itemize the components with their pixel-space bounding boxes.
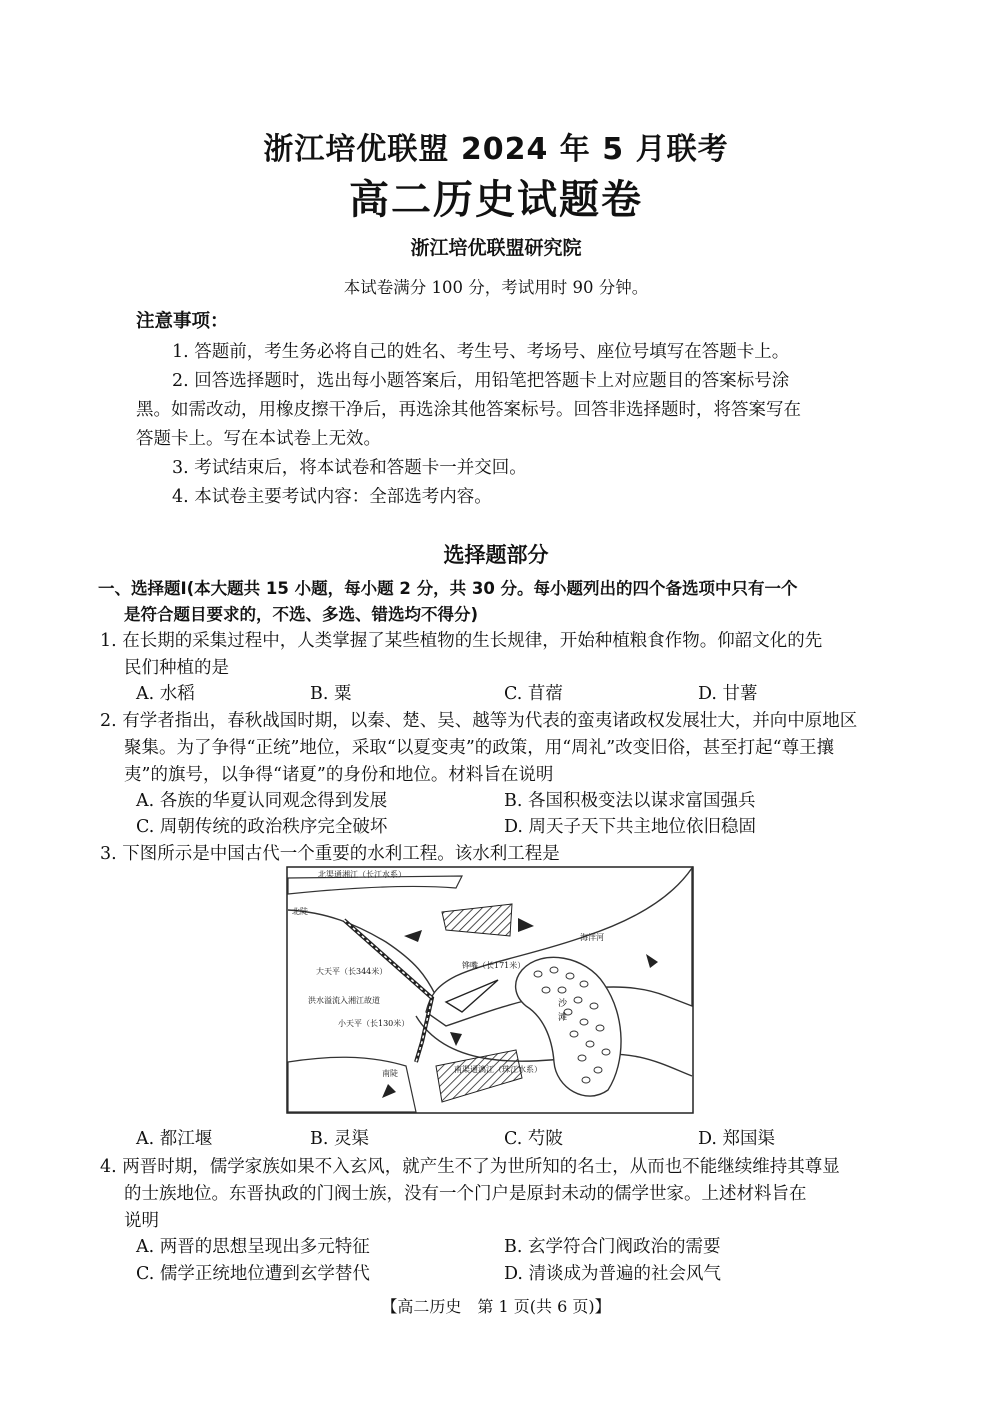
notice-item-4: 4. 本试卷主要考试内容：全部选考内容。 bbox=[172, 487, 492, 507]
q4-stem-line3: 说明 bbox=[124, 1211, 159, 1231]
label-datianping: 大天平（长344米） bbox=[316, 967, 388, 976]
q2-stem-line2: 聚集。为了争得“正统”地位，采取“以夏变夷”的政策，用“周礼”改变旧俗，甚至打起“尊王攘 bbox=[124, 738, 835, 758]
label-tan: 滩 bbox=[558, 1013, 568, 1023]
label-south-canal: 南渠通漓江（珠江水系） bbox=[454, 1065, 542, 1074]
q4-option-c: C. 儒学正统地位遭到玄学替代 bbox=[136, 1264, 370, 1284]
q1-option-a: A. 水稻 bbox=[136, 684, 195, 704]
q3-stem: 3. 下图所示是中国古代一个重要的水利工程。该水利工程是 bbox=[100, 844, 560, 864]
q2-option-a: A. 各族的华夏认同观念得到发展 bbox=[136, 791, 388, 811]
label-huazui: 铧嘴（长171米） bbox=[462, 961, 526, 970]
organization: 浙江培优联盟研究院 bbox=[410, 237, 582, 259]
label-nanbei: 南陡 bbox=[382, 1069, 398, 1078]
section-instruction-line2: 是符合题目要求的，不选、多选、错选均不得分) bbox=[124, 605, 479, 624]
page-footer: 【高二历史 第 1 页(共 6 页)】 bbox=[381, 1297, 611, 1316]
q4-option-a: A. 两晋的思想呈现出多元特征 bbox=[136, 1237, 370, 1257]
notice-item-3: 3. 考试结束后，将本试卷和答题卡一并交回。 bbox=[172, 458, 527, 478]
paper-title: 高二历史试题卷 bbox=[349, 177, 643, 223]
q3-option-c: C. 芍陂 bbox=[504, 1129, 563, 1149]
q1-option-c: C. 苜蓿 bbox=[504, 684, 563, 704]
label-haiyang-river: 海洋河 bbox=[580, 933, 604, 942]
q2-stem-line1: 2. 有学者指出，春秋战国时期，以秦、楚、吴、越等为代表的蛮夷诸政权发展壮大，并向中原地区 bbox=[100, 711, 858, 731]
q4-option-b: B. 玄学符合门阀政治的需要 bbox=[504, 1237, 721, 1257]
q2-option-b: B. 各国积极变法以谋求富国强兵 bbox=[504, 791, 756, 811]
q1-option-b: B. 粟 bbox=[310, 684, 352, 704]
q1-option-d: D. 甘薯 bbox=[698, 684, 758, 704]
notice-heading: 注意事项： bbox=[136, 311, 229, 332]
lingqu-canal-map bbox=[286, 866, 694, 1114]
label-xiaotianping: 小天平（长130米） bbox=[338, 1019, 410, 1028]
q3-option-d: D. 郑国渠 bbox=[698, 1129, 776, 1149]
notice-item-2-line1: 2. 回答选择题时，选出每小题答案后，用铅笔把答题卡上对应题目的答案标号涂 bbox=[172, 371, 790, 391]
label-shazhou: 沙 bbox=[558, 999, 568, 1009]
q4-option-d: D. 清谈成为普遍的社会风气 bbox=[504, 1264, 722, 1284]
section-instruction-line1: 一、选择题Ⅰ(本大题共 15 小题，每小题 2 分，共 30 分。每小题列出的四个备选项中只有一个 bbox=[98, 579, 798, 598]
label-beibei: 北陡 bbox=[292, 907, 308, 916]
label-flood-channel: 洪水溢流入湘江故道 bbox=[308, 996, 380, 1005]
q1-stem-line2: 民们种植的是 bbox=[124, 658, 229, 678]
q2-option-d: D. 周天子天下共主地位依旧稳固 bbox=[504, 817, 757, 837]
q2-stem-line3: 夷”的旗号，以争得“诸夏”的身份和地位。材料旨在说明 bbox=[124, 765, 554, 785]
section-heading: 选择题部分 bbox=[443, 543, 549, 567]
q3-option-b: B. 灵渠 bbox=[310, 1129, 369, 1149]
notice-item-2-line3: 答题卡上。写在本试卷上无效。 bbox=[136, 429, 381, 449]
notice-item-2-line2: 黑。如需改动，用橡皮擦干净后，再选涂其他答案标号。回答非选择题时，将答案写在 bbox=[136, 400, 801, 420]
exam-title: 浙江培优联盟 2024 年 5 月联考 bbox=[263, 132, 729, 167]
q4-stem-line1: 4. 两晋时期，儒学家族如果不入玄风，就产生不了为世所知的名士，从而也不能继续维持其尊显 bbox=[100, 1157, 840, 1177]
q2-option-c: C. 周朝传统的政治秩序完全破坏 bbox=[136, 817, 388, 837]
q4-stem-line2: 的士族地位。东晋执政的门阀士族，没有一个门户是原封未动的儒学世家。上述材料旨在 bbox=[124, 1184, 807, 1204]
q3-option-a: A. 都江堰 bbox=[136, 1129, 213, 1149]
notice-item-1: 1. 答题前，考生务必将自己的姓名、考生号、考场号、座位号填写在答题卡上。 bbox=[172, 342, 790, 362]
exam-info: 本试卷满分 100 分，考试用时 90 分钟。 bbox=[343, 278, 649, 297]
q1-stem-line1: 1. 在长期的采集过程中，人类掌握了某些植物的生长规律，开始种植粮食作物。仰韶文化的先 bbox=[100, 631, 823, 651]
label-north-canal: 北渠通湘江（长江水系） bbox=[318, 870, 406, 879]
